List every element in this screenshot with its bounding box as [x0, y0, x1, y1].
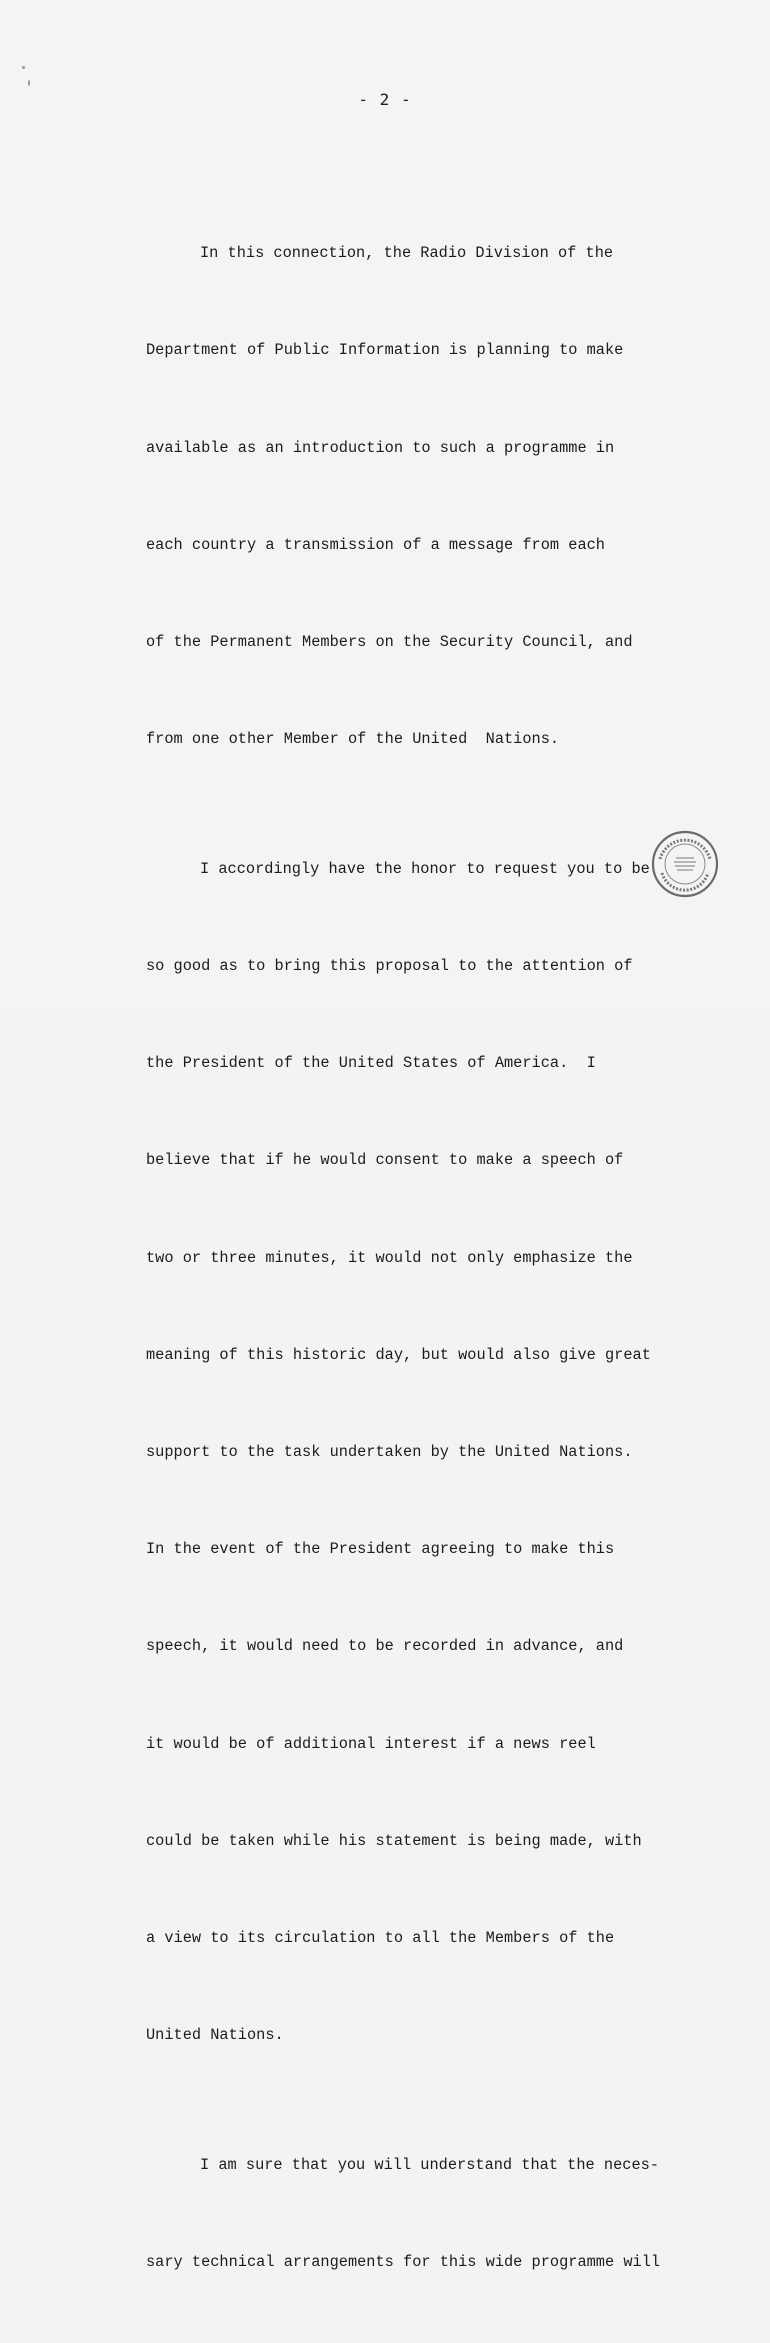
text-line: available as an introduction to such a programme in [146, 438, 615, 457]
text-line: a view to its circulation to all the Members of the [146, 1929, 615, 1948]
text-line: it would be of additional interest if a news reel [146, 1734, 596, 1753]
text-line: speech, it would need to be recorded in advance, and [146, 1637, 624, 1656]
text-line: the President of the United States of America. I [146, 1054, 596, 1073]
letter-body [146, 140, 706, 2343]
text-line: support to the task undertaken by the United Nations. [146, 1443, 633, 1462]
text-line: sary technical arrangements for this wide programme will [146, 2253, 661, 2272]
library-seal-icon [650, 829, 720, 899]
page-number: - 2 - [358, 90, 412, 109]
paper-mark [28, 80, 30, 86]
text-line: In this connection, the Radio Division of the [200, 244, 614, 263]
text-line: from one other Member of the United Nations. [146, 730, 560, 749]
text-line: United Nations. [146, 2026, 284, 2045]
text-line: two or three minutes, it would not only emphasize the [146, 1248, 633, 1267]
paper-mark [22, 66, 25, 69]
text-line: Department of Public Information is planning to make [146, 341, 624, 360]
text-line: I accordingly have the honor to request you to be [200, 859, 650, 878]
text-line: meaning of this historic day, but would also give great [146, 1345, 651, 1364]
text-line: each country a transmission of a message from each [146, 535, 605, 554]
text-line: of the Permanent Members on the Security Council, and [146, 633, 633, 652]
text-line: believe that if he would consent to make a speech of [146, 1151, 624, 1170]
text-line: In the event of the President agreeing to make this [146, 1540, 615, 1559]
text-line: could be taken while his statement is being made, with [146, 1831, 642, 1850]
text-line: I am sure that you will understand that the neces- [200, 2155, 659, 2174]
text-line: so good as to bring this proposal to the attention of [146, 957, 633, 976]
